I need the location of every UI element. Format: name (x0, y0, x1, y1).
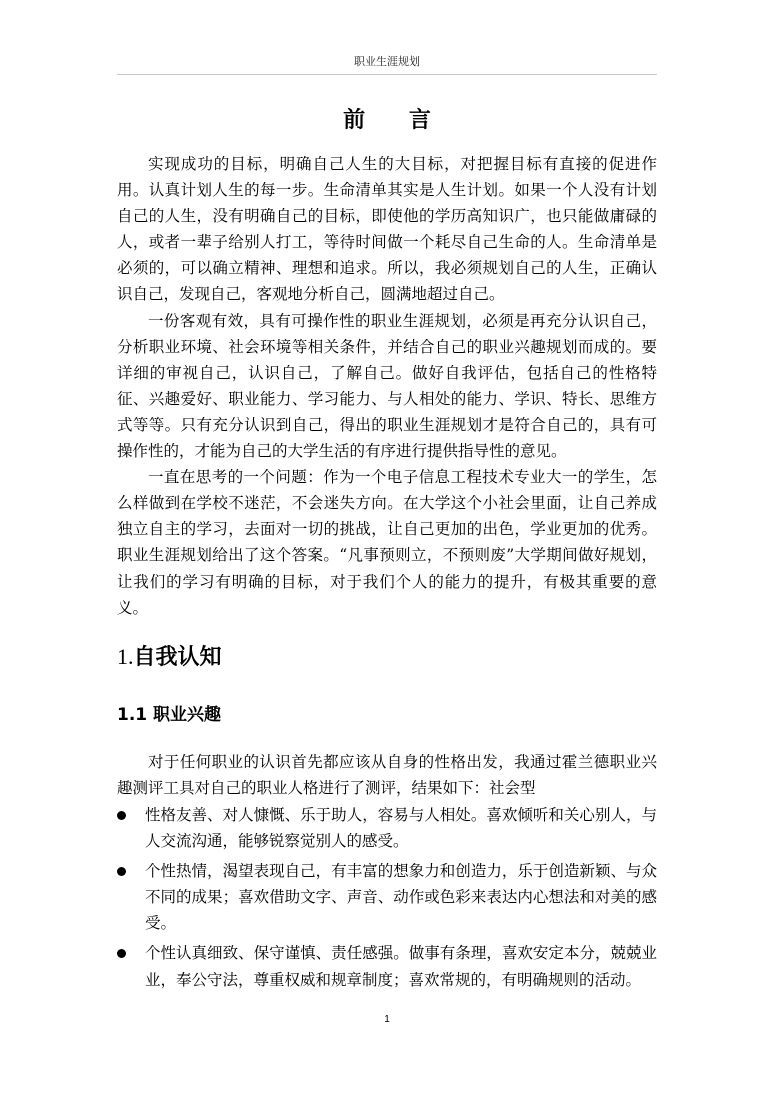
page-number: 1 (384, 1014, 390, 1025)
section-number: 1. (117, 644, 134, 669)
bullet-text: 个性认真细致、保守谨慎、责任感强。做事有条理，喜欢安定本分，兢兢业业，奉公守法，尊重权威和规章制度；喜欢常规的，有明确规则的活动。 (145, 944, 657, 989)
preface-title: 前 言 (343, 108, 449, 133)
trait-bullet-list (117, 802, 657, 997)
bullet-text: 个性热情，渴望表现自己，有丰富的想象力和创造力，乐于创造新颖、与众不同的成果；喜欢借助文字、声音、动作或色彩来表达内心想法和对美的感受。 (145, 862, 657, 933)
preface-paragraph-2: 一份客观有效，具有可操作性的职业生涯规划，必须是再充分认识自己，分析职业环境、社会环境等相关条件，并结合自己的职业兴趣规划而成的。要详细的审视自己，认识自己，了解自己。做好自我评估，包括自己的性格特征、兴趣爱好、职业能力、学习能力、与人相处的能力、学识、特长、思维方式等等。只有充分认识到自己，得出的职业生涯规划才是符合自己的，具有可操作性的，才能为自己的大学生活的有序进行提供指导性的意见。 (117, 311, 657, 461)
preface-paragraph-1: 实现成功的目标，明确自己人生的大目标，对把握目标有直接的促进作用。认真计划人生的每一步。生命清单其实是人生计划。如果一个人没有计划自己的人生，没有明确自己的目标，即使他的学历高知识广，也只能做庸碌的人，或者一辈子给别人打工，等待时间做一个耗尽自己生命的人。生命清单是必须的，可以确立精神、理想和追求。所以，我必须规划自己的人生，正确认识自己，发现自己，客观地分析自己，圆满地超过自己。 (117, 155, 657, 304)
subsection-heading-career-interest: 1.1 职业兴趣 (117, 705, 222, 725)
list-item (117, 802, 657, 854)
bullet-dot-icon (117, 811, 126, 820)
preface-body (117, 151, 657, 621)
bullet-dot-icon (117, 867, 126, 876)
subsection-intro-block (117, 749, 657, 801)
list-item (117, 858, 657, 936)
subsection-intro: 对于任何职业的认识首先都应该从自身的性格出发，我通过霍兰德职业兴趣测评工具对自己的职业人格进行了测评，结果如下：社会型 (117, 753, 657, 798)
bullet-text: 性格友善、对人慷慨、乐于助人，容易与人相处。喜欢倾听和关心别人，与人交流沟通，能够锐察觉别人的感受。 (145, 806, 657, 851)
running-header: 职业生涯规划 (354, 55, 420, 68)
bullet-dot-icon (117, 949, 126, 958)
section-heading-self-awareness (117, 640, 222, 671)
section-title: 自我认知 (133, 645, 222, 670)
preface-paragraph-3: 一直在思考的一个问题：作为一个电子信息工程技术专业大一的学生，怎么样做到在学校不迷茫，不会迷失方向。在大学这个小社会里面，让自己养成独立自主的学习，去面对一切的挑战，让自己更加的出色，学业更加的优秀。职业生涯规划给出了这个答案。“凡事预则立，不预则废”大学期间做好规划，让我们的学习有明确的目标，对于我们个人的能力的提升，有极其重要的意义。 (117, 468, 657, 617)
list-item (117, 940, 657, 992)
header-rule (117, 74, 657, 75)
